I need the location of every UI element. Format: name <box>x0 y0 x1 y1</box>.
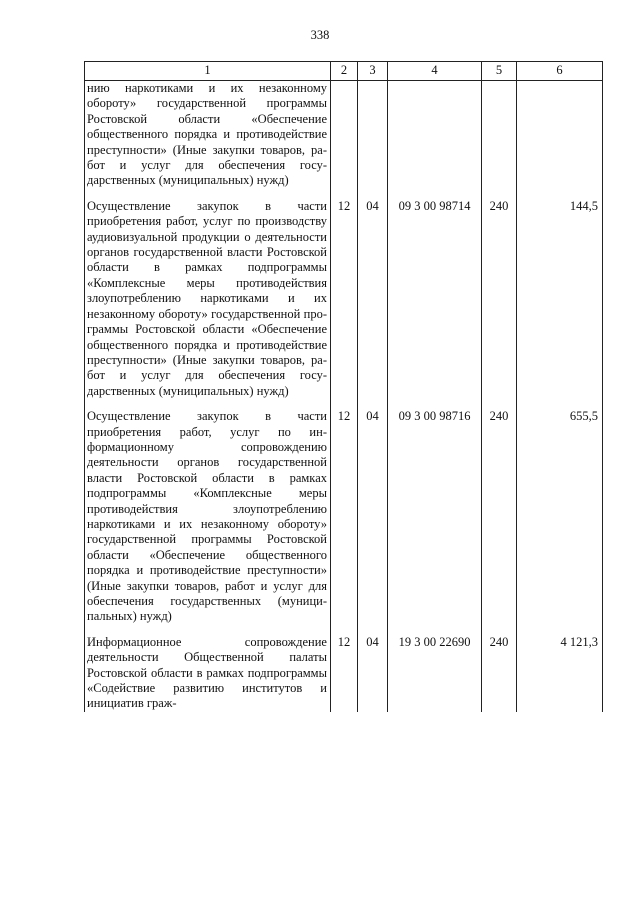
table-row <box>85 409 603 635</box>
row-pr: 04 <box>358 409 388 635</box>
row-description: нию наркотиками и их незаконному обороту» государственной программы Ростовской области «Обеспечение общественного порядка и противодействие преступности» (Иные закупки товаров, работ и услуг для обеспечения государственных (муниципальных) нужд) <box>85 81 331 199</box>
header-col-6: 6 <box>517 62 603 81</box>
header-col-3: 3 <box>358 62 388 81</box>
page-number: 338 <box>310 28 330 42</box>
row-pr <box>358 81 388 199</box>
row-rz: 12 <box>331 199 358 409</box>
header-col-1: 1 <box>85 62 331 81</box>
table-row <box>85 81 603 199</box>
row-vr: 240 <box>482 199 517 409</box>
row-rz: 12 <box>331 409 358 635</box>
row-rz: 12 <box>331 635 358 712</box>
row-description: Осуществление закупок в части приобретения работ, услуг по производству аудиовизуальной продукции о деятельности органов государственной власти Ростовской области в рамках подпрограммы «Комплексные меры противодействия злоупотреблению наркотиками и их незаконному обороту» государственной программы Ростовской области «Обеспечение общественного порядка и противодействие преступности» (Иные закупки товаров, работ и услуг для обеспечения государственных (муниципальных) нужд) <box>85 199 331 409</box>
row-amount: 655,5 <box>517 409 603 635</box>
row-pr: 04 <box>358 635 388 712</box>
table-row <box>85 199 603 409</box>
row-vr: 240 <box>482 635 517 712</box>
row-vr <box>482 81 517 199</box>
table-header-row <box>85 62 603 81</box>
table-row <box>85 635 603 712</box>
row-amount: 4 121,3 <box>517 635 603 712</box>
row-description: Осуществление закупок в части приобретения работ, услуг по информационному сопровождению деятельности органов государственной власти Ростовской области в рамках подпрограммы «Комплексные меры противодействия злоупотреблению наркотиками и их незаконному обороту» государственной программы Ростовской области «Обеспечение общественного порядка и противодействие преступности» (Иные закупки товаров, работ и услуг для обеспечения государственных (муниципальных) нужд) <box>85 409 331 635</box>
row-rz <box>331 81 358 199</box>
row-csr: 09 3 00 98716 <box>388 409 482 635</box>
row-csr: 19 3 00 22690 <box>388 635 482 712</box>
header-col-4: 4 <box>388 62 482 81</box>
row-vr: 240 <box>482 409 517 635</box>
row-amount: 144,5 <box>517 199 603 409</box>
row-pr: 04 <box>358 199 388 409</box>
header-col-5: 5 <box>482 62 517 81</box>
header-col-2: 2 <box>331 62 358 81</box>
row-amount <box>517 81 603 199</box>
budget-table <box>84 61 603 712</box>
row-csr <box>388 81 482 199</box>
row-csr: 09 3 00 98714 <box>388 199 482 409</box>
row-description: Информационное сопровождение деятельности Общественной палаты Ростовской области в рамках подпрограммы «Содействие развитию институтов и инициатив граж- <box>85 635 331 712</box>
